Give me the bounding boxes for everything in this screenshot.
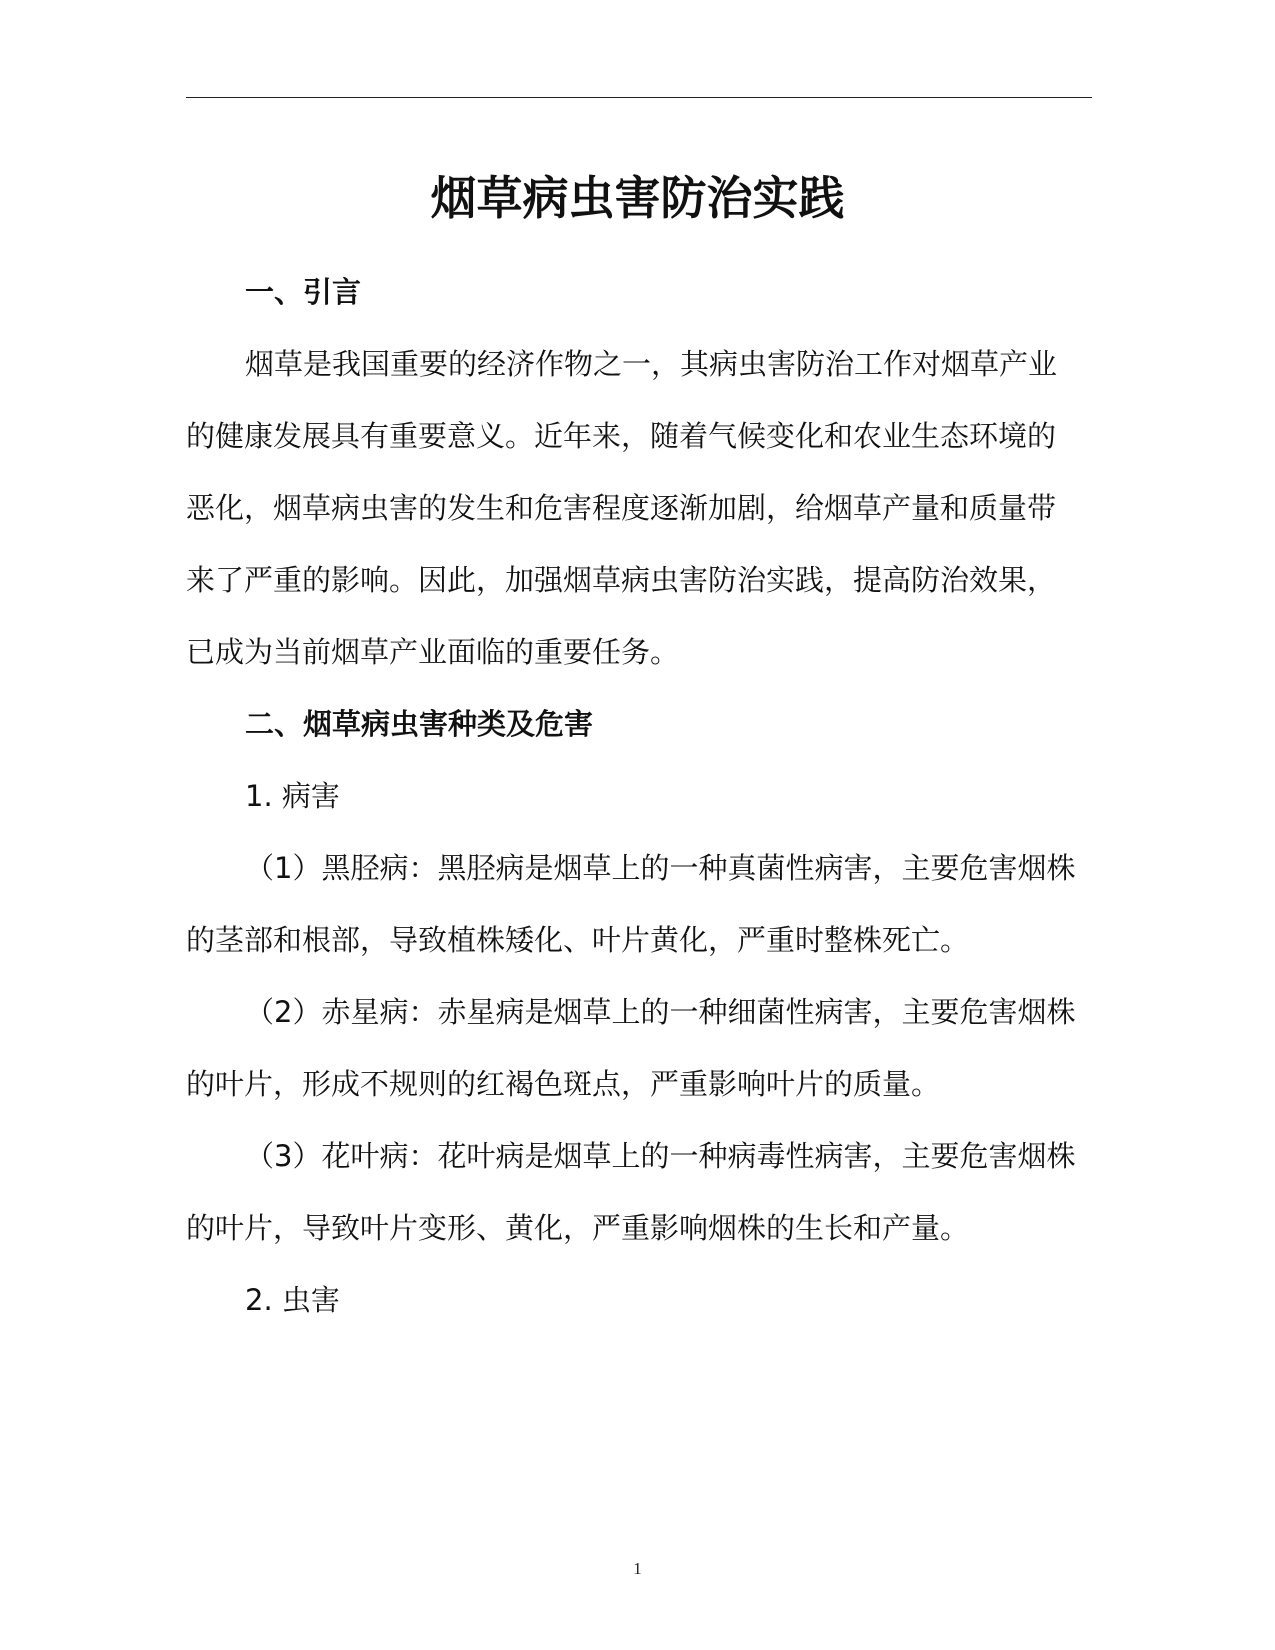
disease-item-line: 的叶片，导致叶片变形、黄化，严重影响烟株的生长和产量。 bbox=[186, 1211, 970, 1245]
subsection-label-diseases: 1. 病害 bbox=[245, 779, 340, 813]
disease-item-line: （3）花叶病：花叶病是烟草上的一种病毒性病害，主要危害烟株 bbox=[245, 1139, 1076, 1173]
document-title: 烟草病虫害防治实践 bbox=[430, 171, 845, 225]
disease-item-line: 的叶片，形成不规则的红褐色斑点，严重影响叶片的质量。 bbox=[186, 1067, 941, 1101]
disease-item-line: 的茎部和根部，导致植株矮化、叶片黄化，严重时整株死亡。 bbox=[186, 923, 970, 957]
intro-paragraph-line: 已成为当前烟草产业面临的重要任务。 bbox=[186, 635, 680, 669]
page-number: 1 bbox=[633, 1559, 642, 1578]
header-rule bbox=[186, 97, 1092, 98]
disease-item-line: （2）赤星病：赤星病是烟草上的一种细菌性病害，主要危害烟株 bbox=[245, 995, 1076, 1029]
section-heading-pest-types: 二、烟草病虫害种类及危害 bbox=[245, 707, 594, 741]
intro-paragraph-line: 恶化，烟草病虫害的发生和危害程度逐渐加剧，给烟草产量和质量带 bbox=[186, 491, 1057, 525]
disease-item-line: （1）黑胫病：黑胫病是烟草上的一种真菌性病害，主要危害烟株 bbox=[245, 851, 1076, 885]
subsection-label-pests: 2. 虫害 bbox=[245, 1283, 340, 1317]
section-heading-intro: 一、引言 bbox=[245, 275, 362, 309]
intro-paragraph-line: 烟草是我国重要的经济作物之一，其病虫害防治工作对烟草产业 bbox=[245, 347, 1058, 381]
intro-paragraph-line: 的健康发展具有重要意义。近年来，随着气候变化和农业生态环境的 bbox=[186, 419, 1057, 453]
intro-paragraph-line: 来了严重的影响。因此，加强烟草病虫害防治实践，提高防治效果， bbox=[186, 563, 1057, 597]
